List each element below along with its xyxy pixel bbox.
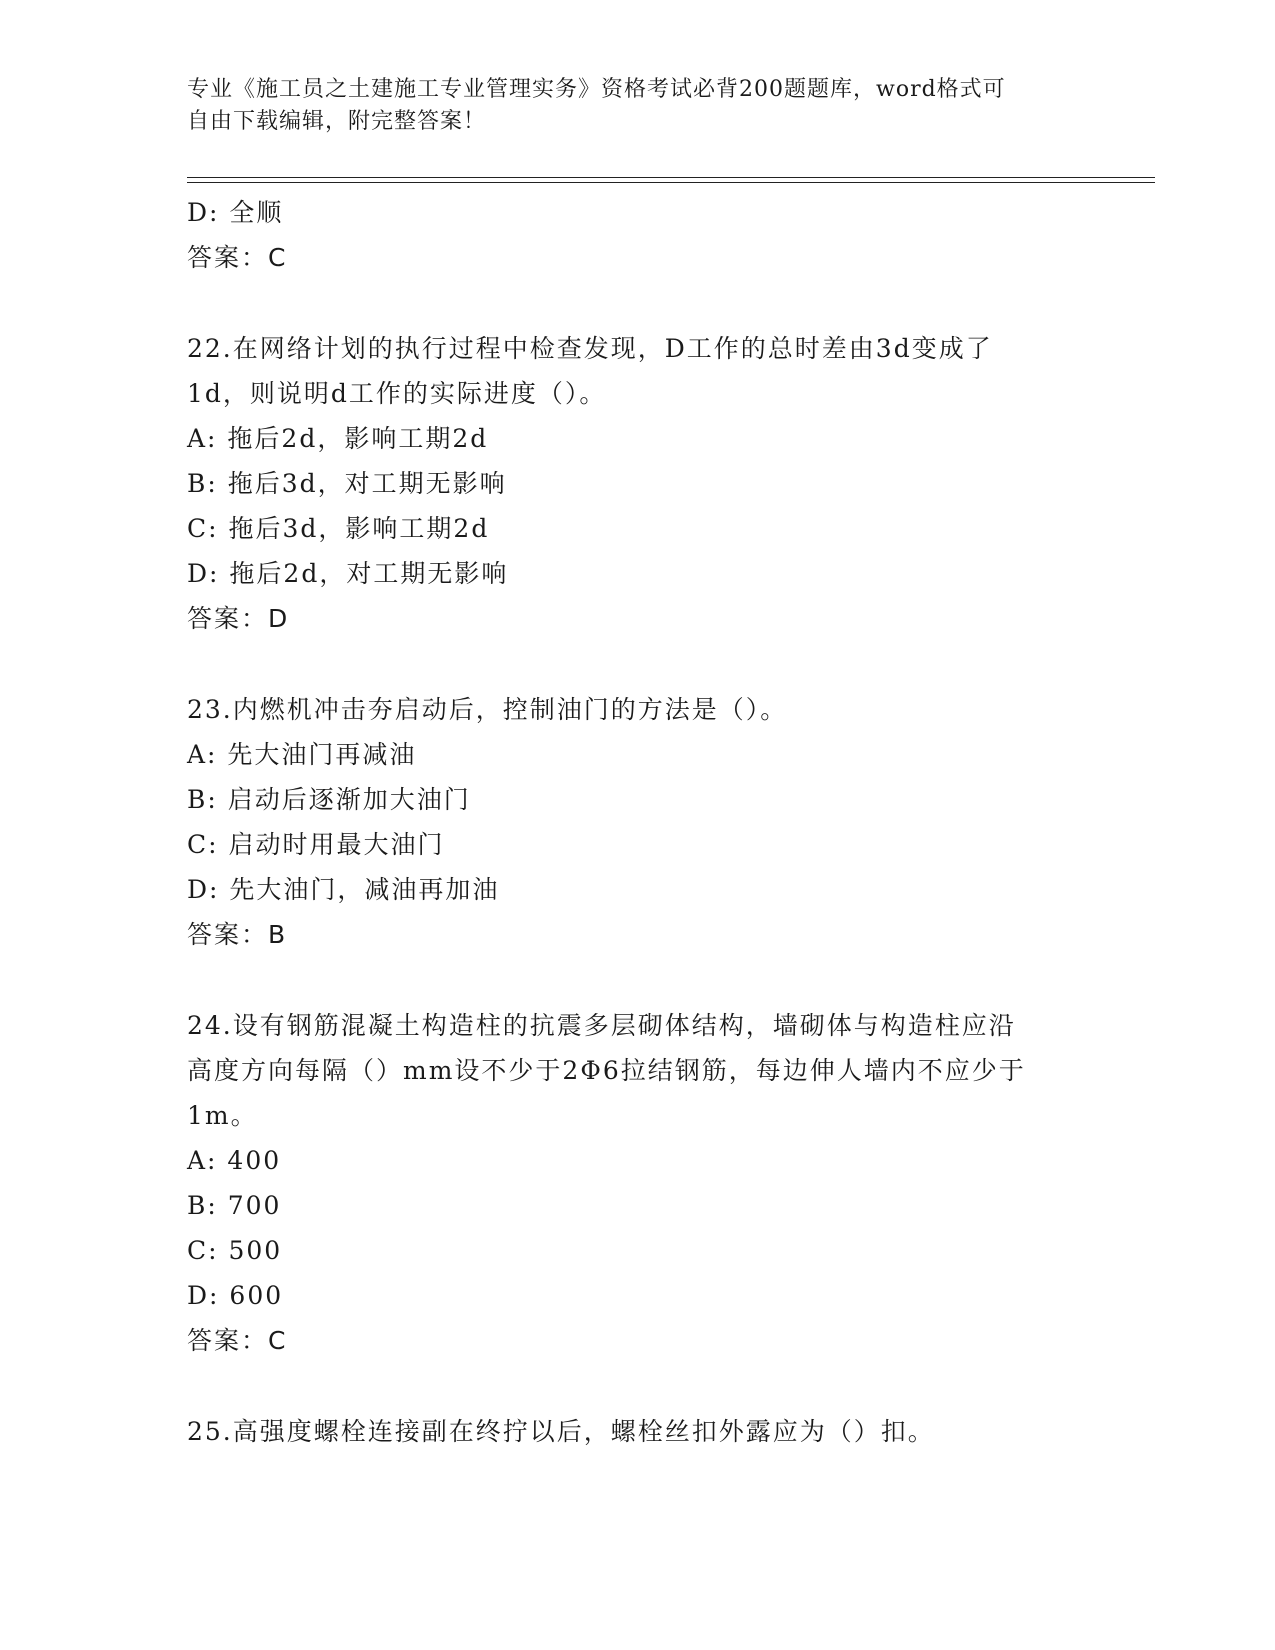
option-c: C: 拖后3d，影响工期2d: [187, 514, 490, 543]
question-stem: 23.内燃机冲击夯启动后，控制油门的方法是（）。: [187, 695, 788, 724]
header-line-1: 专业《施工员之土建施工专业管理实务》资格考试必背200题题库，word格式可: [187, 77, 1006, 102]
question-block: [187, 687, 1087, 957]
question-stem: 1d，则说明d工作的实际进度（）。: [187, 379, 607, 408]
answer-line: 答案：C: [187, 243, 288, 272]
option-d: D: 拖后2d，对工期无影响: [187, 559, 509, 588]
option-a: A: 400: [187, 1146, 282, 1175]
option-c: C: 启动时用最大油门: [187, 830, 445, 859]
question-stem: 高度方向每隔（）mm设不少于2Φ6拉结钢筋，每边伸人墙内不应少于: [187, 1056, 1026, 1085]
header-line-2: 自由下载编辑，附完整答案！: [187, 109, 487, 134]
option-d: D: 全顺: [187, 198, 284, 227]
question-block: [187, 326, 1087, 641]
option-d: D: 先大油门，减油再加油: [187, 875, 500, 904]
header-divider-bottom: [187, 182, 1155, 183]
answer-line: 答案：C: [187, 1326, 288, 1355]
spacer: [187, 1363, 1087, 1409]
document-header: [187, 74, 1067, 138]
option-d: D: 600: [187, 1281, 284, 1310]
spacer: [187, 957, 1087, 1003]
question-stem: 1m。: [187, 1101, 258, 1130]
question-block: [187, 1409, 1087, 1454]
question-block: [187, 1003, 1087, 1363]
header-divider-top: [187, 177, 1155, 178]
question-stem: 22.在网络计划的执行过程中检查发现，D工作的总时差由3d变成了: [187, 334, 993, 363]
question-stem: 24.设有钢筋混凝土构造柱的抗震多层砌体结构，墙砌体与构造柱应沿: [187, 1011, 1016, 1040]
option-b: B: 拖后3d，对工期无影响: [187, 469, 507, 498]
answer-line: 答案：B: [187, 920, 288, 949]
spacer: [187, 280, 1087, 326]
question-stem: 25.高强度螺栓连接副在终拧以后，螺栓丝扣外露应为（）扣。: [187, 1417, 935, 1446]
spacer: [187, 641, 1087, 687]
answer-line: 答案：D: [187, 604, 290, 633]
option-a: A: 先大油门再减油: [187, 740, 417, 769]
option-b: B: 启动后逐渐加大油门: [187, 785, 471, 814]
question-content: [187, 190, 1087, 1454]
option-b: B: 700: [187, 1191, 282, 1220]
option-c: C: 500: [187, 1236, 283, 1265]
option-a: A: 拖后2d，影响工期2d: [187, 424, 489, 453]
